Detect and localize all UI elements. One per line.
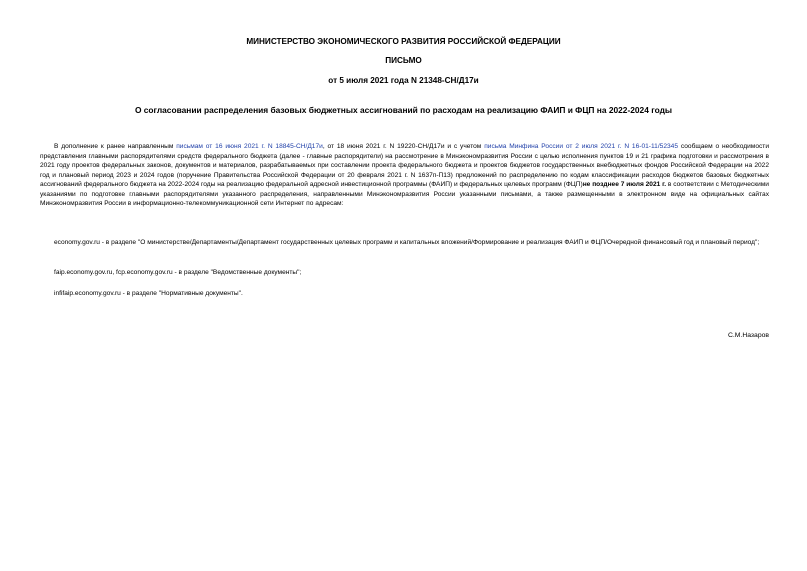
list-item-economy-gov: economy.gov.ru - в разделе "О министерстве/Департаменты/Департамент государственных целевых программ и капитальных вложений/Формирование и реализация ФАИП и ФЦП/Очередной финансовый год и плановый период"; — [54, 239, 760, 246]
paragraph-end: в соответствии с Методическими указаниями по подготовке главными распорядителями указанного распределения, направленными Минэкономразвития России указанными письмами, а также размещенными в электронном виде на официальных сайтах Минэкономразвития России в информационно-телекоммуникационной сети Интернет по адресам: — [40, 181, 769, 207]
document-subject: О согласовании распределения базовых бюджетных ассигнований по расходам на реализацию ФАИП и ФЦП на 2022-2024 годы — [134, 105, 673, 115]
letter-link-june-16[interactable]: письмам от 16 июня 2021 г. N 18845-СН/Д17и — [176, 143, 323, 150]
minfin-letter-link[interactable]: письма Минфина России от 2 июля 2021 г. N 16-01-11/52345 — [484, 143, 679, 150]
paragraph-mid-2: сообщаем о необходимости представления главными распорядителями средств федерального бюджета (далее - главные распорядители) на рассмотрение в Минэкономразвития России с целью исполнения пунктов 19 и 21 графика подготовки и рассмотрения в 2021 году проектов федеральных законов, документов и материалов, разрабатываемых при составлении проекта федерального бюджета и проектов бюджетов государственных внебюджетных фондов Российской Федерации на 2022 год и плановый период 2023 и 2024 годов (поручение Правительства Российской Федерации от 20 февраля 2021 г. N 1637п-П13) предложений по распределению по кодам классификации расходов бюджетов базовых бюджетных ассигнований федерального бюджета на 2022-2024 годы на реализацию федеральной адресной инвестиционной программы (ФАИП) и федеральных целевых программ (ФЦП) — [40, 143, 769, 188]
signature: С.М.Назаров — [727, 332, 769, 339]
paragraph-mid-1: , от 18 июня 2021 г. N 19220-СН/Д17и и с учетом — [322, 143, 485, 150]
ministry-title: МИНИСТЕРСТВО ЭКОНОМИЧЕСКОГО РАЗВИТИЯ РОССИЙСКОЙ ФЕДЕРАЦИИ — [246, 37, 561, 46]
deadline-bold: не позднее 7 июля 2021 г. — [582, 181, 667, 188]
list-item-faip-fcp: faip.economy.gov.ru, fcp.economy.gov.ru - в разделе "Ведомственные документы"; — [54, 269, 302, 276]
document-date-number: от 5 июля 2021 года N 21348-СН/Д17и — [328, 76, 479, 85]
list-item-infifaip: infifaip.economy.gov.ru - в разделе "Нормативные документы". — [54, 290, 243, 297]
main-paragraph — [40, 142, 769, 209]
document-type: ПИСЬМО — [385, 56, 422, 65]
paragraph-intro: В дополнение к ранее направленным — [54, 143, 177, 150]
